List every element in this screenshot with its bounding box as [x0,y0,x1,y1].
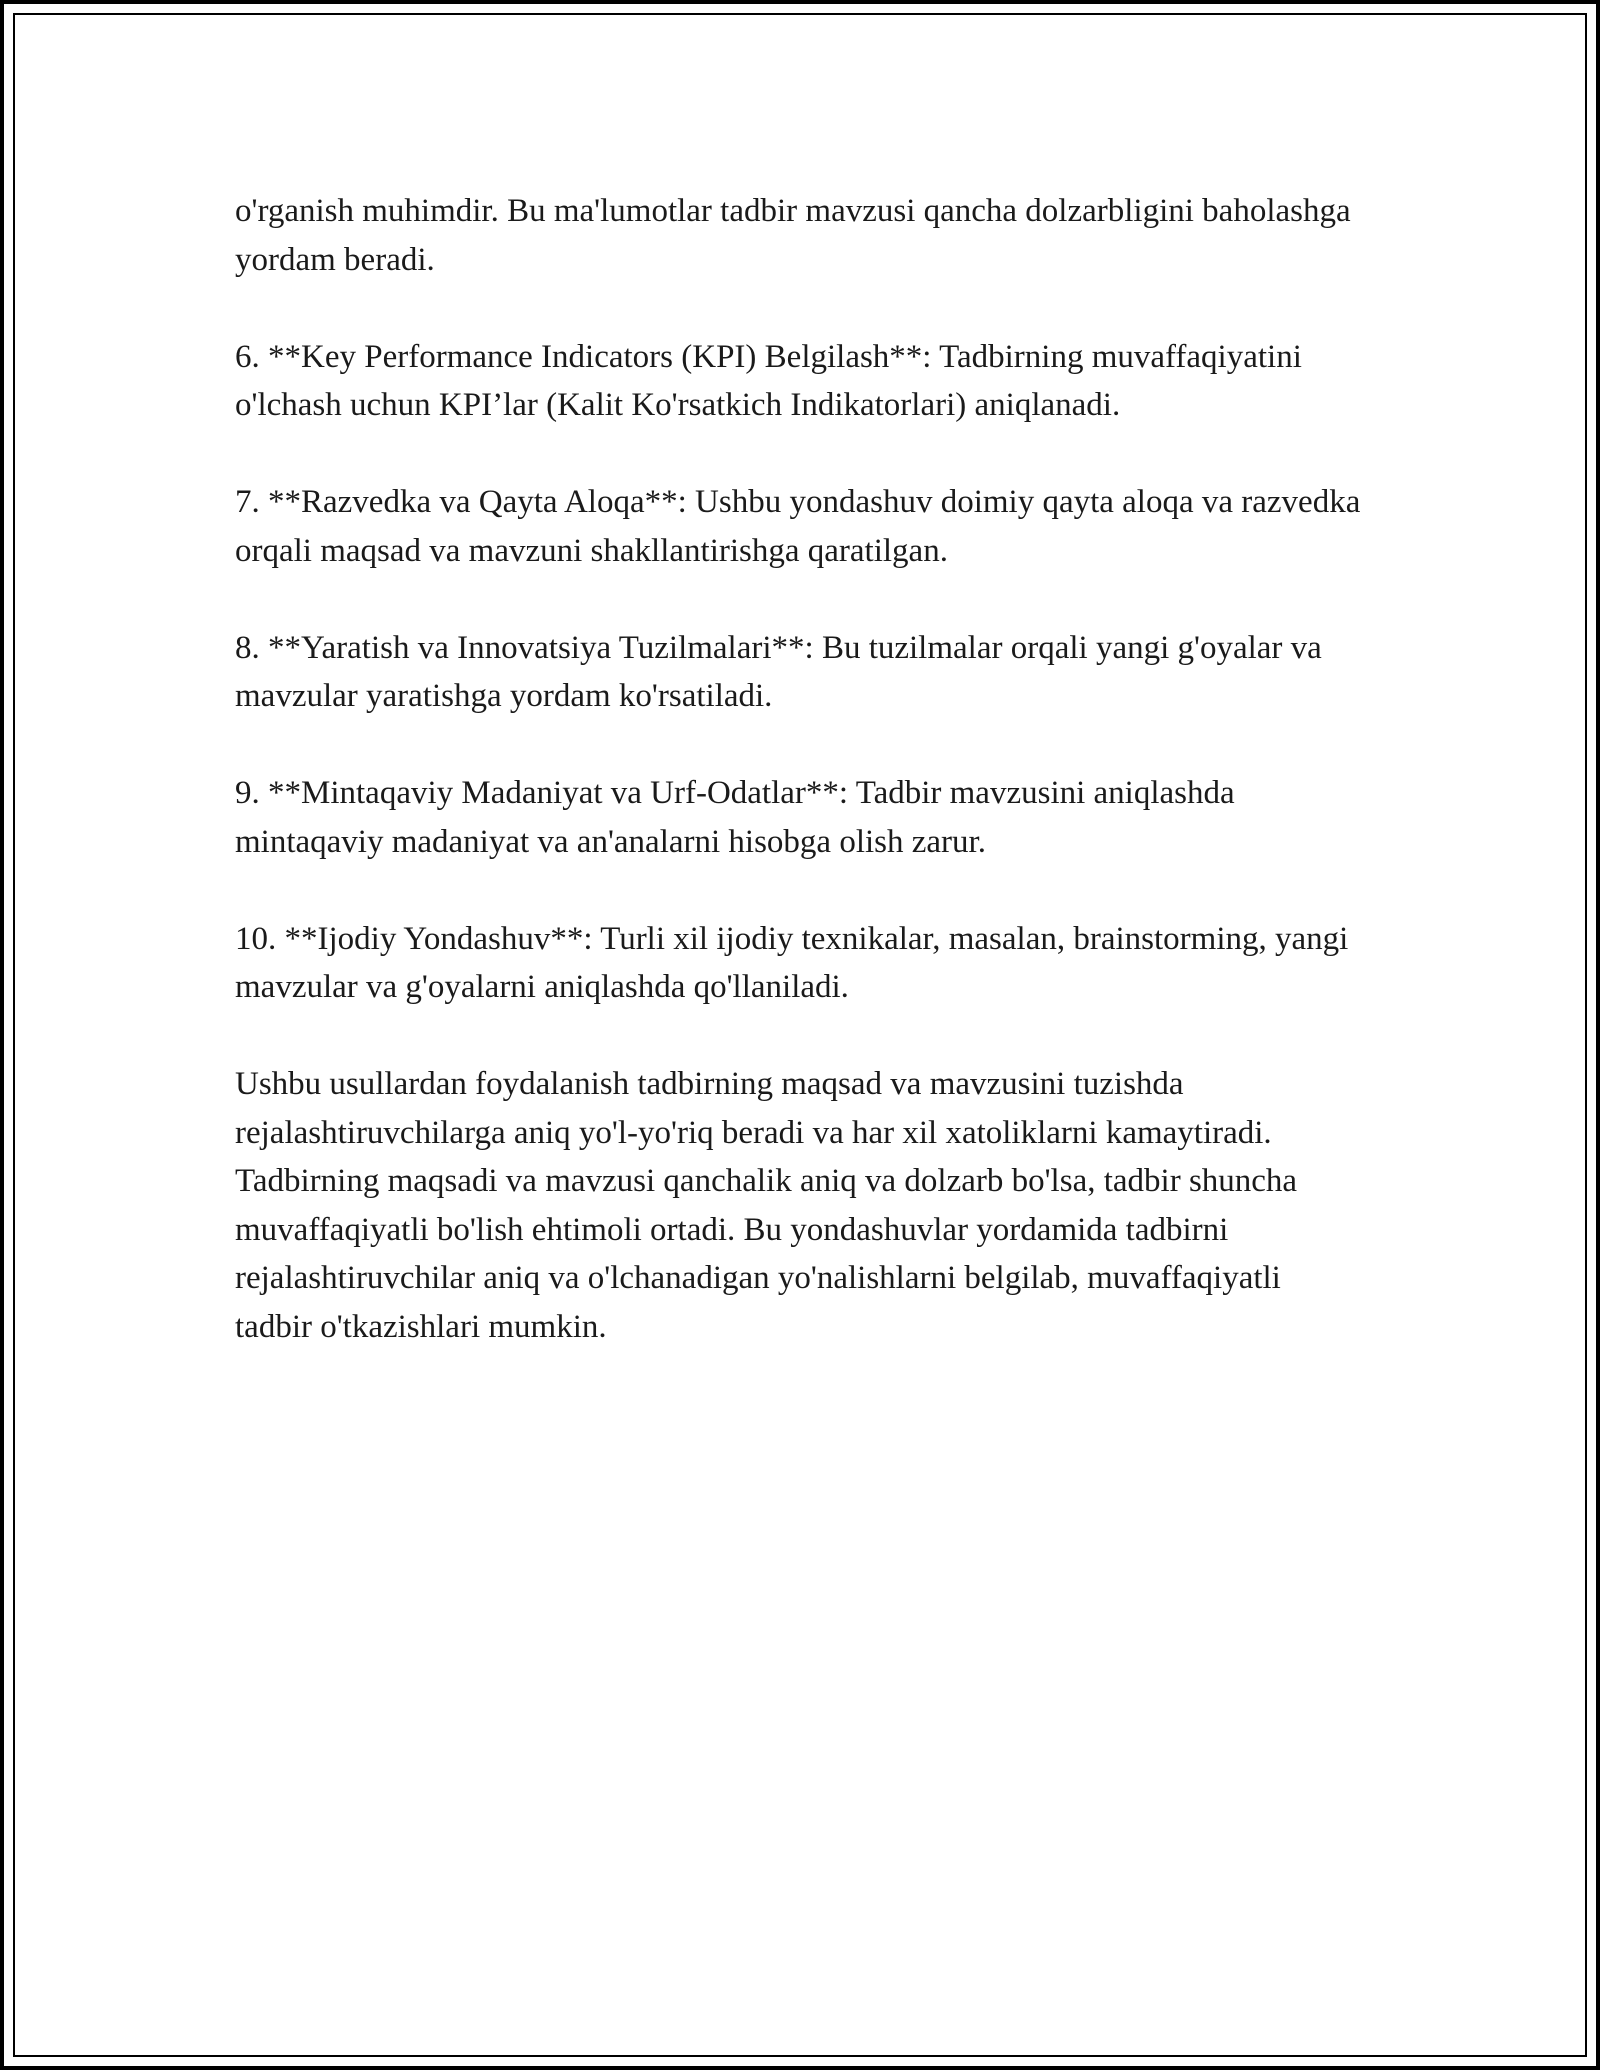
list-item-9-mintaqaviy: 9. **Mintaqaviy Madaniyat va Urf-Odatlar**: Tadbir mavzusini aniqlashda mintaqaviy madaniyat va an'analarni hisobga olish zarur. [235,775,1235,860]
list-item-8-yaratish: 8. **Yaratish va Innovatsiya Tuzilmalari**: Bu tuzilmalar orqali yangi g'oyalar va mavzular yaratishga yordam ko'rsatiladi. [235,629,1322,714]
list-item-10-ijodiy: 10. **Ijodiy Yondashuv**: Turli xil ijodiy texnikalar, masalan, brainstorming, yangi mavzular va g'oyalarni aniqlashda qo'llaniladi. [235,920,1349,1005]
paragraph-conclusion: Ushbu usullardan foydalanish tadbirning maqsad va mavzusini tuzishda rejalashtiruvchilarga aniq yo'l-yo'riq beradi va har xil xatoliklarni kamaytiradi. Tadbirning maqsadi va mavzusi qanchalik aniq va dolzarb bo'lsa, tadbir shuncha muvaffaqiyatli bo'lish ehtimoli ortadi. Bu yondashuvlar yordamida tadbirni rejalashtiruvchilar aniq va o'lchanadigan yo'nalishlarni belgilab, muvaffaqiyatli tadbir o'tkazishlari mumkin. [235,1066,1298,1345]
list-item-6-kpi: 6. **Key Performance Indicators (KPI) Belgilash**: Tadbirning muvaffaqiyatini o'lchash uchun KPI’lar (Kalit Ko'rsatkich Indikatorlari) aniqlanadi. [235,338,1302,423]
paragraph-intro-continuation: o'rganish muhimdir. Bu ma'lumotlar tadbir mavzusi qancha dolzarbligini baholashga yordam beradi. [235,193,1351,278]
list-item-7-razvedka: 7. **Razvedka va Qayta Aloqa**: Ushbu yondashuv doimiy qayta aloqa va razvedka orqali maqsad va mavzuni shakllantirishga qaratilgan. [235,484,1361,569]
document-body [235,187,1365,1351]
